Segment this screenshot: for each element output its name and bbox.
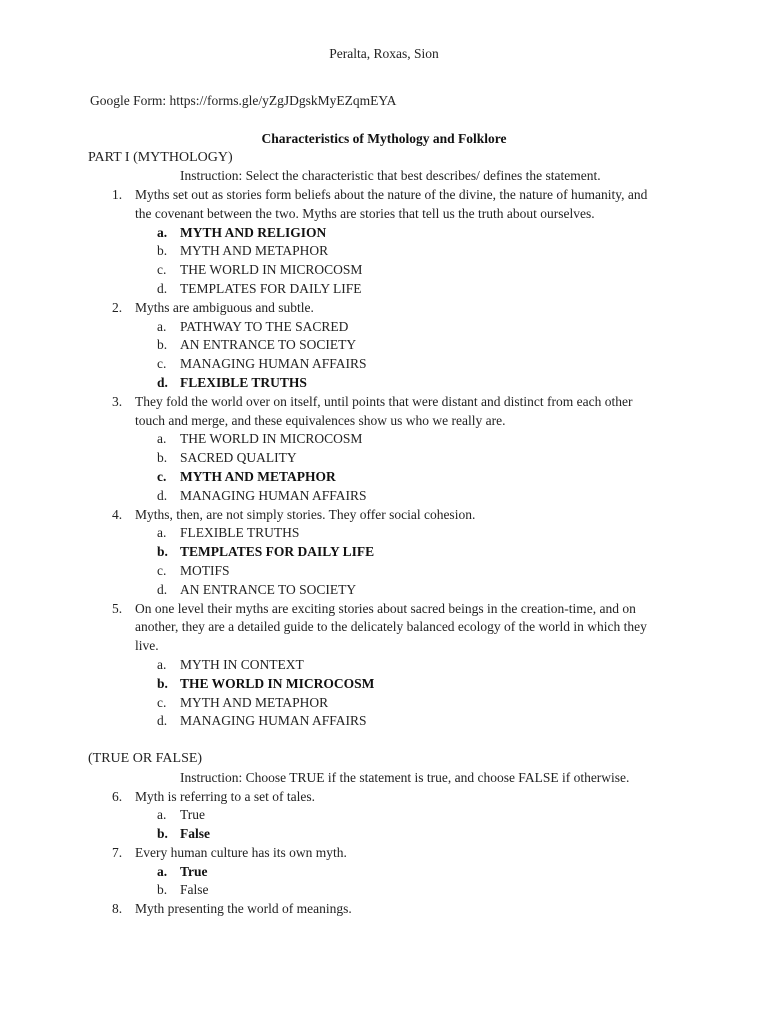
instruction-row <box>0 769 768 788</box>
option-text: MYTH AND METAPHOR <box>180 468 336 484</box>
option-text: THE WORLD IN MICROCOSM <box>180 675 375 691</box>
question-number: 7. <box>112 844 123 860</box>
answer-option[interactable] <box>0 543 768 562</box>
option-letter: d. <box>157 713 168 729</box>
question-row <box>0 393 768 412</box>
question-text: the covenant between the two. Myths are stories that tell us the truth about ourselves. <box>135 205 595 221</box>
question-number: 3. <box>112 393 123 409</box>
option-text: TEMPLATES FOR DAILY LIFE <box>180 544 375 560</box>
question-number: 4. <box>112 506 123 522</box>
question-text: Myth presenting the world of meanings. <box>135 901 352 917</box>
option-letter: c. <box>157 694 167 710</box>
option-text: PATHWAY TO THE SACRED <box>180 318 349 334</box>
document-title: Characteristics of Mythology and Folklore <box>261 131 507 146</box>
question-row <box>0 618 768 637</box>
question-number: 8. <box>112 901 123 917</box>
option-text: False <box>180 882 209 898</box>
option-letter: a. <box>157 807 167 823</box>
answer-option[interactable] <box>0 355 768 374</box>
question-list <box>0 186 768 919</box>
option-text: MYTH AND METAPHOR <box>180 243 329 259</box>
option-text: THE WORLD IN MICROCOSM <box>180 262 363 278</box>
part2-instruction: Instruction: Choose TRUE if the statement is true, and choose FALSE if otherwise. <box>180 769 630 785</box>
blank-line <box>0 731 768 750</box>
option-text: FLEXIBLE TRUTHS <box>180 374 307 390</box>
option-text: True <box>180 807 206 823</box>
answer-option[interactable] <box>0 487 768 506</box>
option-letter: c. <box>157 562 167 578</box>
option-letter: b. <box>157 826 168 842</box>
option-text: AN ENTRANCE TO SOCIETY <box>180 581 357 597</box>
question-number: 1. <box>112 187 123 202</box>
option-letter: a. <box>157 525 167 541</box>
option-text: TEMPLATES FOR DAILY LIFE <box>180 280 362 296</box>
answer-option[interactable] <box>0 524 768 543</box>
option-text: SACRED QUALITY <box>180 450 297 466</box>
option-text: FLEXIBLE TRUTHS <box>180 525 300 541</box>
question-text: Myths set out as stories form beliefs about the nature of the divine, the nature of humanity, and <box>135 187 648 202</box>
option-text: True <box>180 863 208 879</box>
option-letter: d. <box>157 374 168 390</box>
option-letter: b. <box>157 882 168 898</box>
option-letter: d. <box>157 581 168 597</box>
question-row <box>0 600 768 619</box>
question-text: another, they are a detailed guide to the delicately balanced ecology of the world in which they <box>135 619 647 635</box>
answer-option[interactable] <box>0 374 768 393</box>
option-text: False <box>180 826 210 842</box>
authors: Peralta, Roxas, Sion <box>329 46 439 61</box>
option-letter: c. <box>157 262 167 278</box>
question-text: Every human culture has its own myth. <box>135 844 347 860</box>
option-text: MANAGING HUMAN AFFAIRS <box>180 713 367 729</box>
part2-heading: (TRUE OR FALSE) <box>88 750 203 766</box>
answer-option[interactable] <box>0 863 768 882</box>
answer-option[interactable] <box>0 712 768 731</box>
answer-option[interactable] <box>0 581 768 600</box>
question-text: Myths are ambiguous and subtle. <box>135 299 314 315</box>
question-row <box>0 637 768 656</box>
answer-option[interactable] <box>0 468 768 487</box>
option-text: MANAGING HUMAN AFFAIRS <box>180 356 367 372</box>
answer-option[interactable] <box>0 562 768 581</box>
option-text: MYTH AND RELIGION <box>180 224 327 240</box>
option-letter: a. <box>157 863 168 879</box>
question-row <box>0 788 768 807</box>
option-text: AN ENTRANCE TO SOCIETY <box>180 337 357 353</box>
answer-option[interactable] <box>0 449 768 468</box>
part1-instruction: Instruction: Select the characteristic that best describes/ defines the statement. <box>180 168 601 183</box>
answer-option[interactable] <box>0 261 768 280</box>
answer-option[interactable] <box>0 280 768 299</box>
question-number: 2. <box>112 299 123 315</box>
answer-option[interactable] <box>0 430 768 449</box>
question-row <box>0 299 768 318</box>
question-text: live. <box>135 638 159 654</box>
question-row <box>0 205 768 224</box>
answer-option[interactable] <box>0 675 768 694</box>
question-text: Myth is referring to a set of tales. <box>135 788 315 804</box>
question-text: Myths, then, are not simply stories. They offer social cohesion. <box>135 506 476 522</box>
question-text: On one level their myths are exciting stories about sacred beings in the creation-time, and on <box>135 600 636 616</box>
question-number: 5. <box>112 600 123 616</box>
option-letter: d. <box>157 280 168 296</box>
option-text: MYTH IN CONTEXT <box>180 656 304 672</box>
option-letter: a. <box>157 224 168 240</box>
question-row <box>0 844 768 863</box>
option-letter: c. <box>157 468 167 484</box>
option-letter: a. <box>157 431 167 447</box>
question-number: 6. <box>112 788 123 804</box>
answer-option[interactable] <box>0 242 768 261</box>
option-text: MANAGING HUMAN AFFAIRS <box>180 487 367 503</box>
answer-option[interactable] <box>0 825 768 844</box>
option-letter: a. <box>157 656 167 672</box>
part1-heading: PART I (MYTHOLOGY) <box>88 150 233 165</box>
option-letter: b. <box>157 243 168 259</box>
answer-option[interactable] <box>0 318 768 337</box>
answer-option[interactable] <box>0 656 768 675</box>
question-row <box>0 506 768 525</box>
question-row <box>0 412 768 431</box>
option-text: MYTH AND METAPHOR <box>180 694 329 710</box>
option-letter: b. <box>157 337 168 353</box>
google-form-link[interactable]: Google Form: https://forms.gle/yZgJDgskMyEZqmEYA <box>90 93 397 108</box>
option-letter: b. <box>157 675 168 691</box>
option-letter: d. <box>157 487 168 503</box>
section-heading-row <box>0 750 768 769</box>
option-letter: a. <box>157 318 167 334</box>
question-text: touch and merge, and these equivalences show us who we really are. <box>135 412 506 428</box>
answer-option[interactable] <box>0 806 768 825</box>
answer-option[interactable] <box>0 224 768 243</box>
question-row <box>0 900 768 919</box>
option-letter: b. <box>157 544 168 560</box>
option-letter: c. <box>157 356 167 372</box>
option-text: THE WORLD IN MICROCOSM <box>180 431 363 447</box>
option-text: MOTIFS <box>180 562 230 578</box>
question-row <box>0 186 768 205</box>
question-text: They fold the world over on itself, until points that were distant and distinct from each other <box>135 393 633 409</box>
option-letter: b. <box>157 450 168 466</box>
answer-option[interactable] <box>0 336 768 355</box>
answer-option[interactable] <box>0 881 768 900</box>
answer-option[interactable] <box>0 694 768 713</box>
